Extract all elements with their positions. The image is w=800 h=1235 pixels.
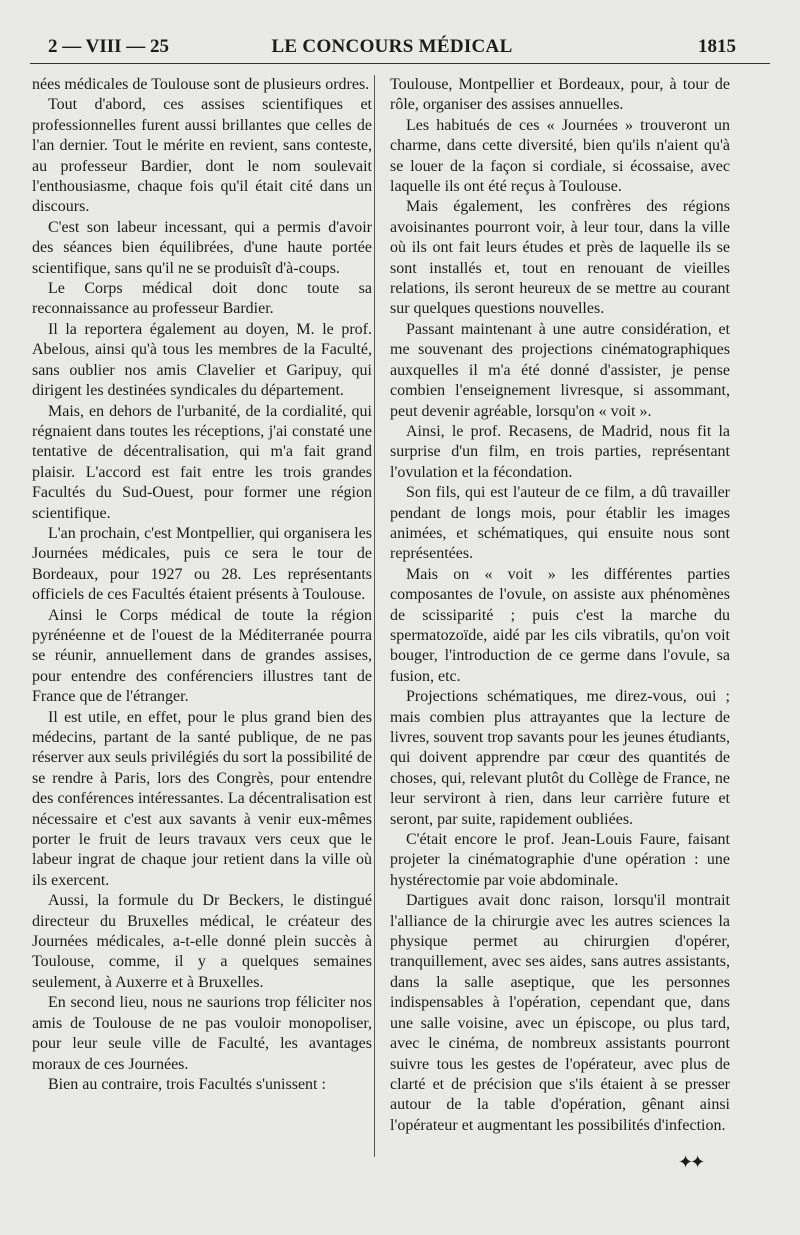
paragraph: Ainsi, le prof. Recasens, de Madrid, nous fit la surprise d'un film, en trois parties, représentant l'ovulation et la fécondation. bbox=[390, 422, 730, 481]
paragraph: Le Corps médical doit donc toute sa reconnaissance au professeur Bardier. bbox=[32, 280, 372, 318]
paragraph: C'est son labeur incessant, qui a permis d'avoir des séances bien équilibrées, d'une haute portée scientifique, sans qu'il ne se produisît d'à-coups. bbox=[32, 218, 372, 277]
journal-title: LE CONCOURS MÉDICAL bbox=[271, 36, 513, 57]
paragraph: Bien au contraire, trois Facultés s'unissent : bbox=[48, 1075, 326, 1093]
paragraph: nées médicales de Toulouse sont de plusieurs ordres. bbox=[32, 76, 370, 93]
paragraph: En second lieu, nous ne saurions trop féliciter nos amis de Toulouse de ne pas vouloir monopoliser, pour leur seule ville de Faculté, les avantages moraux de ces Journées. bbox=[32, 994, 372, 1073]
paragraph: Aussi, la formule du Dr Beckers, le distingué directeur du Bruxelles médical, le créateur des Journées médicales, a-t-elle donné plein succès à Toulouse, comme, il y a quelques semaines seulement, à Auxerre et à Bruxelles. bbox=[32, 892, 372, 991]
issue-date: 2 — VIII — 25 bbox=[48, 36, 170, 57]
page-number: 1815 bbox=[698, 36, 736, 57]
right-column bbox=[390, 75, 730, 1136]
paragraph: Projections schématiques, me direz-vous, oui ; mais combien plus attrayantes que la lecture de livres, souvent trop savants pour les jeunes étudiants, qui doivent apprendre par cœur des quantités de choses, qui, relevant plutôt du Collège de France, ne leur serviront à rien, dans leur carrière future et seront, par suite, rapidement oubliées. bbox=[390, 688, 730, 828]
paragraph: Toulouse, Montpellier et Bordeaux, pour, à tour de rôle, organiser des assises annuelles. bbox=[390, 76, 730, 114]
paragraph: Mais on « voit » les différentes parties composantes de l'ovule, on assiste aux phénomènes de scissiparité ; puis c'est la marche du spermatozoïde, aidé par les cils vibratils, qu'on voit bouger, l'introduction de ce germe dans l'ovule, sa fusion, etc. bbox=[390, 565, 730, 685]
column-divider bbox=[374, 75, 375, 1157]
paragraph: L'an prochain, c'est Montpellier, qui organisera les Journées médicales, puis ce sera le tour de Bordeaux, pour 1927 ou 28. Les représentants officiels de ces Facultés étaient présents à Toulouse. bbox=[32, 524, 372, 604]
paragraph: Il la reportera également au doyen, M. le prof. Abelous, ainsi qu'à tous les membres de la Faculté, sans oublier nos amis Clavelier et Garipuy, qui dirigent les destinées syndicales du département. bbox=[32, 320, 372, 400]
paragraph: Passant maintenant à une autre considération, et me souvenant des projections cinématographiques auxquelles il m'a été donné d'assister, je pense combien l'enseignement livresque, si assommant, peut devenir agréable, lorsqu'on « voit ». bbox=[390, 320, 730, 420]
paragraph: Ainsi le Corps médical de toute la région pyrénéenne et de l'ouest de la Méditerranée pourra se réunir, annuellement dans de grandes assises, pour entendre des conférenciers illustres tant de France que de l'étranger. bbox=[32, 606, 372, 706]
header-rule bbox=[30, 63, 770, 64]
end-ornament-icon: ✦✦ bbox=[678, 1152, 703, 1172]
paragraph: Dartigues avait donc raison, lorsqu'il montrait l'alliance de la chirurgie avec les autres sciences la physique permet au chirurgien d'opérer, tranquillement, avec ses aides, sans autres assistants, dans la salle aseptique, que les personnes indispensables à l'opération, cependant que, dans une salle voisine, avec un épiscope, ou plus tard, avec le cinéma, de nombreux assistants pourront suivre tous les gestes de l'opérateur, avec plus de clarté et de précision que s'ils étaient à se presser autour de la table d'opération, gênant ainsi l'opérateur et augmentant les possibilités d'infection. bbox=[390, 892, 730, 1134]
paragraph: C'était encore le prof. Jean-Louis Faure, faisant projeter la cinématographie d'une opération : une hystérectomie par voie abdominale. bbox=[390, 831, 730, 889]
paragraph: Il est utile, en effet, pour le plus grand bien des médecins, partant de la santé publique, de ne pas réserver aux seuls privilégiés du sort la possibilité de se rendre à Paris, lors des Congrès, pour entendre des conférences intéressantes. La décentralisation est nécessaire et c'est aux savants à venir eux-mêmes porter le fruit de leurs travaux vers ceux que le labeur ingrat de chaque jour retient dans la ville où ils exercent. bbox=[32, 708, 372, 889]
page-header bbox=[48, 32, 736, 58]
paragraph: Mais, en dehors de l'urbanité, de la cordialité, qui régnaient dans toutes les réceptions, j'ai constaté une tentative de décentralisation, qui m'a fait grand plaisir. L'accord est fait entre les trois grandes Facultés du Sud-Ouest, pour former une région scientifique. bbox=[32, 402, 372, 522]
paragraph: Les habitués de ces « Journées » trouveront un charme, dans cette diversité, bien qu'ils n'aient qu'à se louer de la façon si cordiale, si écossaise, avec laquelle ils ont été reçus à Toulouse. bbox=[390, 116, 730, 196]
paragraph: Tout d'abord, ces assises scientifiques et professionnelles furent aussi brillantes que celles de l'an dernier. Tout le mérite en revient, sans conteste, au professeur Bardier, dont le nom soulevait l'enthousiasme, chaque fois qu'il était cité dans un discours. bbox=[32, 96, 372, 216]
left-column bbox=[32, 75, 372, 1095]
paragraph: Son fils, qui est l'auteur de ce film, a dû travailler pendant de longs mois, pour établir les images animées, et schématiques, qui ensuite nous sont représentées. bbox=[390, 484, 730, 563]
paragraph: Mais également, les confrères des régions avoisinantes pourront voir, à leur tour, dans la ville où ils ont fait leurs études et près de laquelle ils se sont installés et, tout en renouant de vieilles relations, ils seront heureux de se mettre au courant sur quelques questions nouvelles. bbox=[390, 198, 730, 318]
